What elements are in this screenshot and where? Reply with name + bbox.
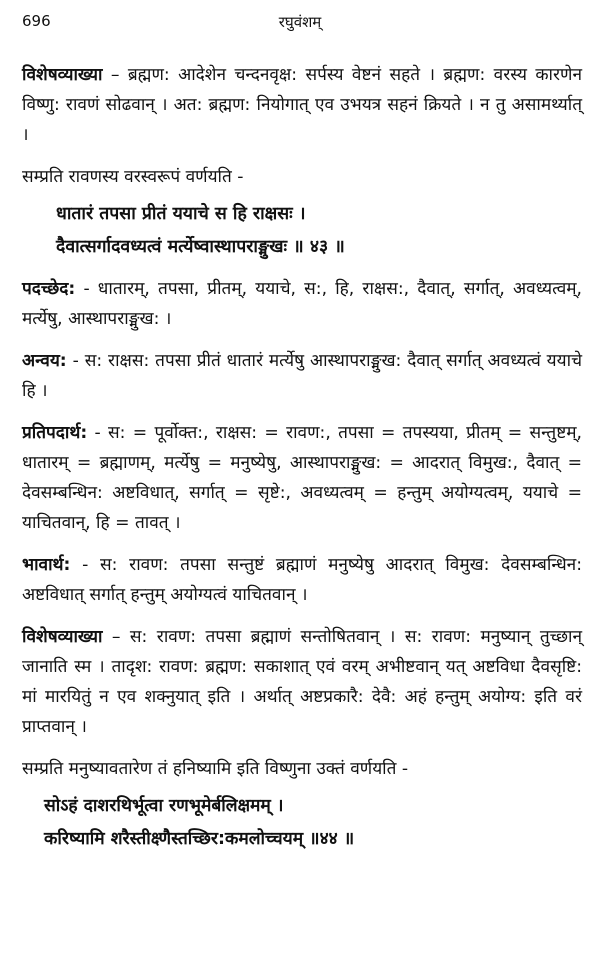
anvaya-label: अन्वय:: [22, 351, 67, 371]
pratipadartha-paragraph: [22, 418, 582, 538]
padacheda-label: पदच्छेद:: [22, 279, 76, 299]
bhavartha-label: भावार्थ:: [22, 555, 71, 575]
anvaya-text: - स: राक्षस: तपसा प्रीतं धातारं मर्त्येषु आस्थापराङ्मुख: दैवात् सर्गात् अवध्यत्वं ययाचे हि ।: [22, 351, 582, 401]
pratipadartha-label: प्रतिपदार्थ:: [22, 423, 88, 443]
vishesha-text-2: – स: रावण: तपसा ब्रह्माणं सन्तोषितवान् । स: रावण: मनुष्यान् तुच्छान् जानाति स्म । तादृश: रावण: ब्रह्मण: सकाशात् एवं वरम् अभीष्टवान् यत् अष्टविधा दैवसृष्टि: मां मारयितुं न एव शक्नुयात् इति । अर्थात् अष्टप्रकारै: देवै: अहं हन्तुम् अयोग्य: इति वरं प्राप्तवान् ।: [22, 627, 582, 737]
page-body: [22, 60, 582, 856]
vishesha-paragraph-2: [22, 622, 582, 742]
verse-44-line-1: सोऽहं दाशरथिर्भूत्वा रणभूमेर्बलिक्षमम् ।: [44, 796, 284, 816]
bhavartha-text: - स: रावण: तपसा सन्तुष्टं ब्रह्माणं मनुष्येषु आदरात् विमुख: देवसम्बन्धिन: अष्टविधात् सर्गात् हन्तुम् अयोग्यत्वं याचितवान् ।: [22, 555, 582, 605]
bhavartha-paragraph: [22, 550, 582, 610]
verse-43: [22, 198, 582, 264]
vishesha-paragraph-1: [22, 60, 582, 150]
padacheda-paragraph: [22, 274, 582, 334]
vishesha-text-1: – ब्रह्मण: आदेशेन चन्दनवृक्ष: सर्पस्य वेष्टनं सहते । ब्रह्मण: वरस्य कारणेन विष्णु: रावणं सोढवान् । अत: ब्रह्मण: नियोगात् एव उभयत्र सहनं क्रियते । न तु असामर्थ्यात् ।: [22, 65, 582, 145]
page-number: 696: [22, 12, 51, 30]
intro-line-1: सम्प्रति रावणस्य वरस्वरूपं वर्णयति -: [22, 167, 244, 187]
verse-43-line-2: दैवात्सर्गादवध्यत्वं मर्त्येष्वास्थापराङ्मुखः ॥ ४३ ॥: [56, 237, 345, 257]
vishesha-label-1: विशेषव्याख्या: [22, 65, 103, 85]
vishesha-label-2: विशेषव्याख्या: [22, 627, 103, 647]
anvaya-paragraph: [22, 346, 582, 406]
verse-43-line-1: धातारं तपसा प्रीतं ययाचे स हि राक्षसः ।: [56, 204, 306, 224]
verse-44-line-2: करिष्यामि शरैस्तीक्ष्णैस्तच्छिर:कमलोच्चयम् ॥४४ ॥: [44, 829, 355, 849]
page-header: [22, 12, 578, 36]
verse-44: [22, 790, 582, 856]
padacheda-text: - धातारम्, तपसा, प्रीतम्, ययाचे, स:, हि, राक्षस:, दैवात्, सर्गात्, अवध्यत्वम्, मर्त्येषु, आस्थापराङ्मुख: ।: [22, 279, 582, 329]
running-title: रघुवंशम्: [278, 13, 322, 31]
pratipadartha-text: - स: = पूर्वोक्त:, राक्षस: = रावण:, तपसा = तपस्यया, प्रीतम् = सन्तुष्टम्, धातारम् = ब्रह्माणम्, मर्त्येषु = मनुष्येषु, आस्थापराङ्मुख: = आदरात् विमुख:, दैवात् = देवसम्बन्धिन: अष्टविधात्, सर्गात् = सृष्टे:, अवध्यत्वम् = हन्तुम् अयोग्यत्वम्, ययाचे = याचितवान्, हि = तावत् ।: [22, 423, 582, 533]
intro-line-2: सम्प्रति मनुष्यावतारेण तं हनिष्यामि इति विष्णुना उक्तं वर्णयति -: [22, 759, 409, 779]
